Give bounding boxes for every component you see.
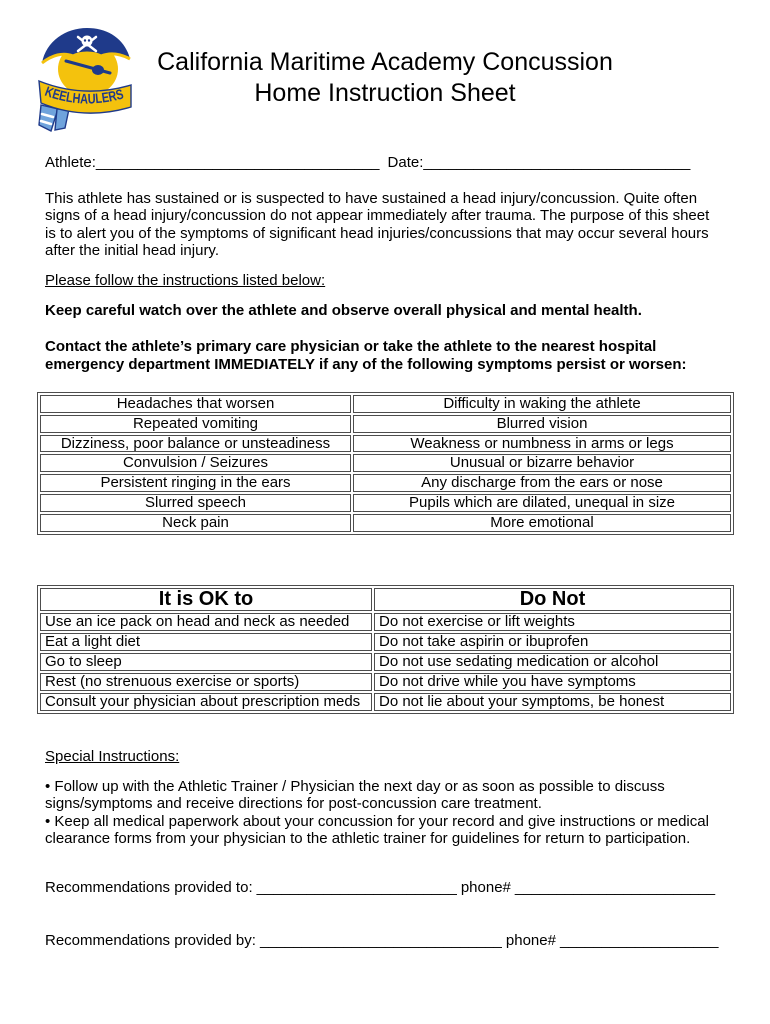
- table-row: [40, 415, 731, 433]
- do-not-cell: Do not exercise or lift weights: [374, 613, 731, 631]
- symptoms-table: [37, 392, 734, 535]
- special-instructions-list: [45, 778, 717, 848]
- ok-cell: Rest (no strenuous exercise or sports): [40, 673, 372, 691]
- table-row: [40, 435, 731, 453]
- symptom-cell: Pupils which are dilated, unequal in size: [353, 494, 731, 512]
- title-line-1: California Maritime Academy Concussion: [157, 48, 613, 76]
- date-field[interactable]: ________________________________: [423, 154, 691, 171]
- table-row: [40, 673, 731, 691]
- provided-to-phone-field[interactable]: ________________________: [514, 879, 716, 896]
- logo-skull-icon: [82, 36, 93, 47]
- symptom-cell: Unusual or bizarre behavior: [353, 454, 731, 472]
- intro-paragraph: This athlete has sustained or is suspected to have sustained a head injury/concussion. Quite often signs of a head injury/concussion do not appear immediately after trauma. The purpose of this sheet is to alert you of the symptoms of significant head injuries/concussions that may occur several hours after the initial head injury.: [45, 190, 710, 260]
- date-label: Date:: [387, 154, 424, 171]
- symptom-cell: Difficulty in waking the athlete: [353, 395, 731, 413]
- recommendations-provided-to-line: [45, 879, 717, 896]
- title-line-2: Home Instruction Sheet: [254, 79, 516, 107]
- symptom-cell: Headaches that worsen: [40, 395, 351, 413]
- table-header-row: [40, 588, 731, 611]
- do-not-cell: Do not drive while you have symptoms: [374, 673, 731, 691]
- provided-to-field[interactable]: ________________________: [256, 879, 457, 896]
- do-not-cell: Do not lie about your symptoms, be honest: [374, 693, 731, 711]
- table-row: [40, 514, 731, 532]
- provided-to-label: Recommendations provided to:: [45, 879, 253, 896]
- page-title: [0, 47, 770, 109]
- symptom-cell: More emotional: [353, 514, 731, 532]
- symptom-cell: Weakness or numbness in arms or legs: [353, 435, 731, 453]
- do-not-cell: Do not use sedating medication or alcohol: [374, 653, 731, 671]
- provided-by-phone-field[interactable]: ___________________: [559, 932, 719, 949]
- athlete-date-line: [45, 154, 717, 171]
- dos-donts-table: [37, 585, 734, 714]
- provided-by-field[interactable]: _____________________________: [259, 932, 502, 949]
- logo-skull-eye: [88, 39, 90, 41]
- do-not-cell: Do not take aspirin or ibuprofen: [374, 633, 731, 651]
- recommendations-provided-by-line: [45, 932, 717, 949]
- do-not-column-header: Do Not: [374, 588, 731, 611]
- list-item: • Follow up with the Athletic Trainer / Physician the next day or as soon as possible to discuss signs/symptoms and receive directions for post-concussion care treatment.: [45, 778, 665, 813]
- ok-column-header: It is OK to: [40, 588, 372, 611]
- special-instructions-heading: Special Instructions:: [45, 748, 180, 765]
- ok-cell: Go to sleep: [40, 653, 372, 671]
- ok-cell: Consult your physician about prescription meds: [40, 693, 372, 711]
- provided-by-label: Recommendations provided by:: [45, 932, 256, 949]
- table-row: [40, 693, 731, 711]
- table-row: [40, 494, 731, 512]
- instructions-heading: Please follow the instructions listed below:: [45, 272, 326, 289]
- provided-by-phone-label: phone#: [505, 932, 556, 949]
- symptom-cell: Repeated vomiting: [40, 415, 351, 433]
- symptom-cell: Dizziness, poor balance or unsteadiness: [40, 435, 351, 453]
- athlete-name-field[interactable]: __________________________________: [95, 154, 380, 171]
- athlete-label: Athlete:: [45, 154, 96, 171]
- table-row: [40, 653, 731, 671]
- symptom-cell: Slurred speech: [40, 494, 351, 512]
- symptom-cell: Blurred vision: [353, 415, 731, 433]
- ok-cell: Use an ice pack on head and neck as needed: [40, 613, 372, 631]
- contact-note: Contact the athlete’s primary care physician or take the athlete to the nearest hospital emergency department IMMEDIATELY if any of the following symptoms persist or worsen:: [45, 338, 687, 373]
- logo-skull-eye: [84, 39, 86, 41]
- symptom-cell: Any discharge from the ears or nose: [353, 474, 731, 492]
- watch-note: Keep careful watch over the athlete and observe overall physical and mental health.: [45, 302, 642, 319]
- symptom-cell: Persistent ringing in the ears: [40, 474, 351, 492]
- list-item: • Keep all medical paperwork about your concussion for your record and give instructions or medical clearance forms from your physician to the athletic trainer for guidelines for return to participation.: [45, 812, 709, 848]
- logo-wordmark-text: KEELHAULERS: [43, 82, 128, 107]
- table-row: [40, 474, 731, 492]
- table-row: [40, 633, 731, 651]
- table-row: [40, 613, 731, 631]
- symptom-cell: Convulsion / Seizures: [40, 454, 351, 472]
- logo-scarf-right: [55, 109, 69, 130]
- table-row: [40, 454, 731, 472]
- symptom-cell: Neck pain: [40, 514, 351, 532]
- provided-to-phone-label: phone#: [460, 879, 511, 896]
- table-row: [40, 395, 731, 413]
- ok-cell: Eat a light diet: [40, 633, 372, 651]
